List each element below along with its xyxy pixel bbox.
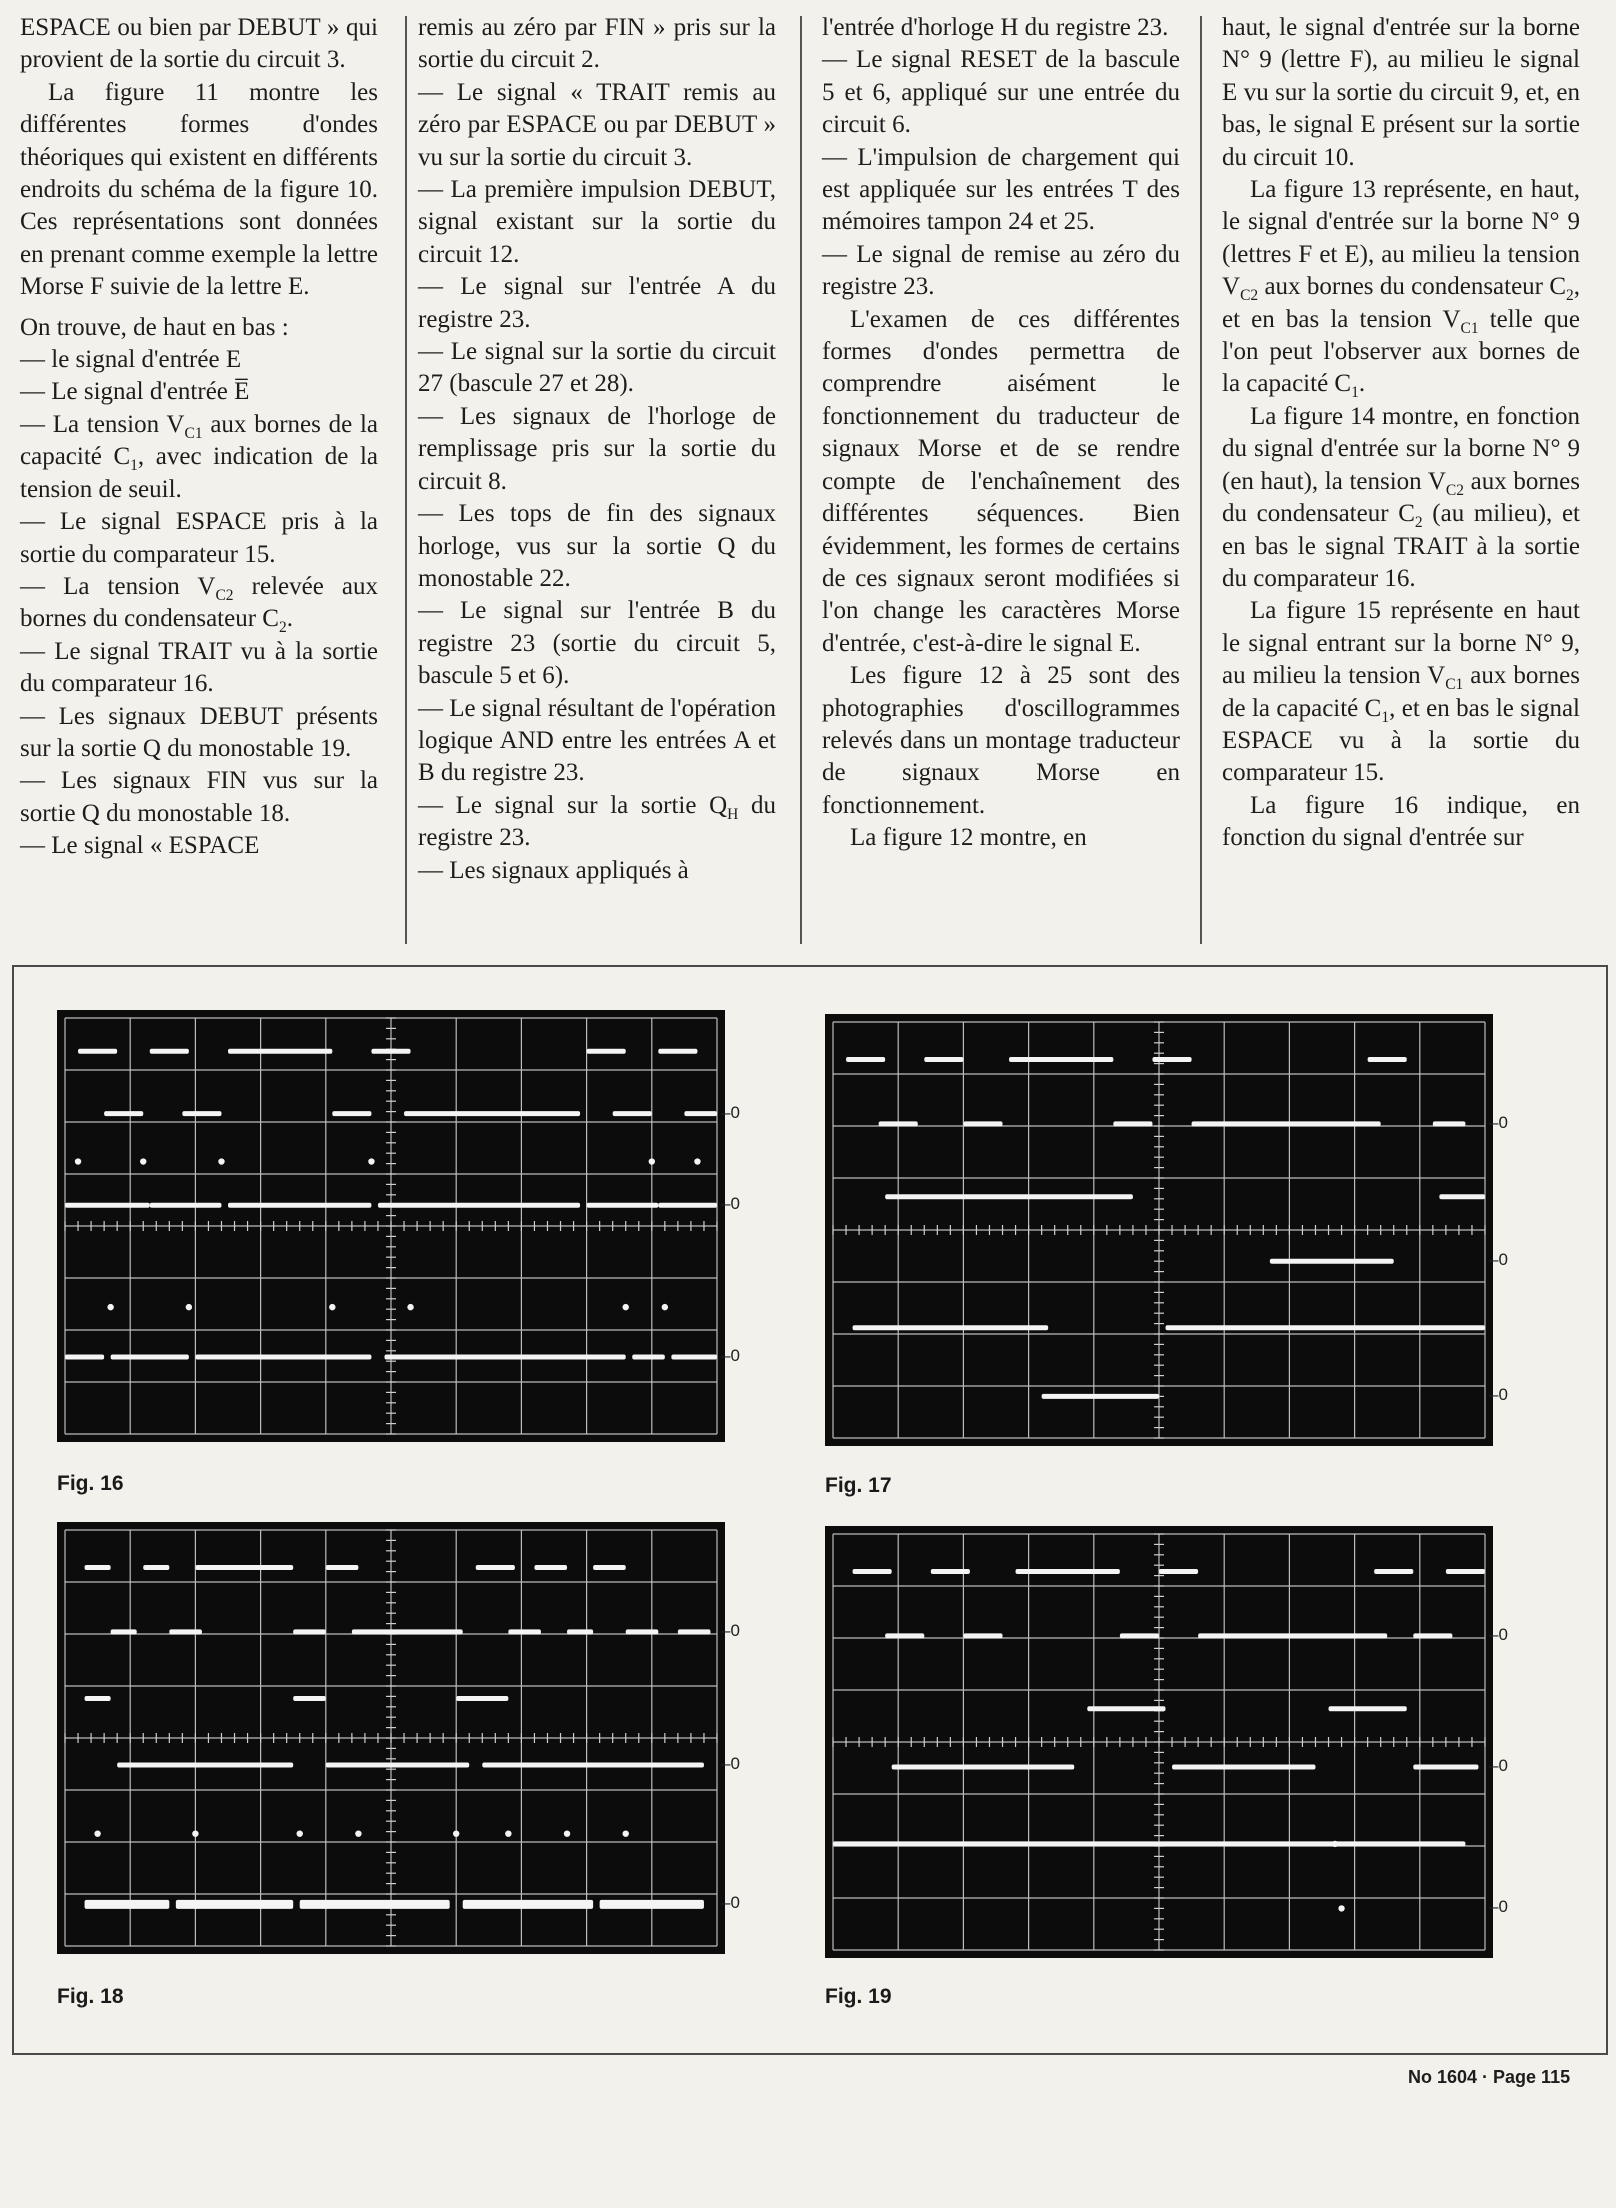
trace-segment — [853, 1325, 1049, 1330]
trace-segment — [1159, 1569, 1198, 1574]
trace-segment — [111, 1355, 189, 1360]
trace-dot — [1338, 1905, 1344, 1911]
zero-level-label: –0 — [1489, 1624, 1508, 1644]
trace-segment — [567, 1629, 593, 1634]
trace-segment — [1166, 1325, 1485, 1330]
trace-segment — [931, 1569, 970, 1574]
zero-level-label: –0 — [1489, 1755, 1508, 1775]
column-divider — [800, 16, 802, 944]
paragraph: — La tension $V_{C1}$ aux bornes de la capacité $C_1$, avec indication de la tension de seuil. — [20, 410, 379, 503]
trace-dot — [694, 1158, 700, 1164]
trace-segment — [1009, 1057, 1113, 1062]
zero-level-label: –0 — [1489, 1897, 1508, 1917]
trace-dot — [453, 1830, 459, 1836]
paragraph: La figure 14 montre, en fonction du signal d'entrée sur la borne N° 9 (en haut), la tension $V_{C2}$ aux bornes du condensateur $C_2$ (au milieu), et en bas le signal TRAIT à la sortie du comparateur 16. — [1222, 402, 1581, 592]
trace-segment — [879, 1121, 918, 1126]
trace-segment — [143, 1565, 169, 1570]
trace-segment — [658, 1049, 697, 1054]
oscillogram-fig-16 — [57, 1010, 725, 1442]
text-column-1 — [20, 12, 378, 863]
paragraph: La figure 16 indique, en fonction du signal d'entrée sur — [1222, 791, 1580, 852]
trace-segment — [1120, 1633, 1159, 1638]
trace-segment — [85, 1696, 111, 1701]
trace-segment — [176, 1900, 293, 1909]
paragraph: l'entrée d'horloge H du registre 23. — [822, 14, 1169, 41]
fig-16-caption: Fig. 16 — [57, 1472, 124, 1495]
trace-segment — [85, 1900, 170, 1909]
trace-segment — [626, 1629, 659, 1634]
trace-segment — [678, 1629, 711, 1634]
paragraph: — Les signaux appliqués à — [418, 856, 689, 884]
trace-dot — [218, 1158, 224, 1164]
paragraph: — Les signaux DEBUT présents sur la sortie Q du monostable 19. — [20, 702, 378, 762]
trace-segment — [587, 1203, 659, 1208]
paragraph: La figure 11 montre les différentes formes d'ondes théoriques qui existent en différents endroits du schéma de la figure 10. Ces représentations sont données en prenant comme exemple la lettre Morse F suivie de la lettre E. — [20, 78, 378, 301]
trace-segment — [293, 1629, 326, 1634]
oscilloscope-screen — [57, 1522, 725, 1954]
trace-segment — [293, 1696, 326, 1701]
trace-dot — [75, 1158, 81, 1164]
trace-segment — [1329, 1706, 1407, 1711]
trace-dot — [407, 1304, 413, 1310]
text-column-2 — [418, 12, 776, 887]
trace-segment — [587, 1049, 626, 1054]
trace-segment — [150, 1203, 222, 1208]
trace-segment — [600, 1900, 704, 1909]
text-column-4 — [1222, 12, 1580, 855]
trace-segment — [228, 1203, 371, 1208]
trace-segment — [378, 1203, 580, 1208]
trace-segment — [456, 1696, 508, 1701]
trace-dot — [1332, 1841, 1338, 1847]
fig-19-caption: Fig. 19 — [825, 1985, 892, 2008]
trace-segment — [1016, 1569, 1120, 1574]
trace-dot — [564, 1830, 570, 1836]
trace-dot — [662, 1304, 668, 1310]
trace-dot — [140, 1158, 146, 1164]
paragraph: — Le signal résultant de l'opération logique AND entre les entrées A et B du registre 23. — [418, 694, 776, 787]
trace-segment — [853, 1569, 892, 1574]
trace-dot — [355, 1830, 361, 1836]
trace-segment — [150, 1049, 189, 1054]
trace-segment — [534, 1565, 567, 1570]
trace-segment — [632, 1355, 665, 1360]
zero-level-label: –0 — [721, 1754, 740, 1774]
trace-segment — [182, 1111, 221, 1116]
oscilloscope-screen — [825, 1526, 1493, 1958]
paragraph: La figure 13 représente, en haut, le signal d'entrée sur la borne N° 9 (lettres F et E), au milieu la tension $V_{C2}$ aux bornes du condensateur $C_2$, et en bas la tension $V_{C1}$ telle que l'on peut l'observer aux bornes de la capacité $C_1$. — [1222, 176, 1580, 402]
zero-level-label: –0 — [1489, 1112, 1508, 1132]
trace-segment — [326, 1763, 469, 1768]
trace-segment — [1270, 1259, 1394, 1264]
trace-segment — [833, 1841, 1465, 1846]
paragraph: — Le signal d'entrée E̅ — [20, 378, 250, 406]
zero-level-label: –0 — [1489, 1250, 1508, 1270]
page-footer: No 1604 · Page 115 — [1408, 2067, 1571, 2087]
zero-level-label: –0 — [1489, 1385, 1508, 1405]
zero-level-label: –0 — [721, 1620, 740, 1640]
trace-segment — [963, 1633, 1002, 1638]
trace-segment — [1042, 1394, 1159, 1399]
trace-segment — [476, 1565, 515, 1570]
trace-segment — [1192, 1121, 1381, 1126]
trace-segment — [671, 1355, 717, 1360]
trace-dot — [107, 1304, 113, 1310]
text-column-3 — [822, 12, 1180, 855]
trace-dot — [505, 1830, 511, 1836]
oscillogram-fig-18 — [57, 1522, 725, 1954]
trace-segment — [326, 1565, 359, 1570]
trace-segment — [613, 1111, 652, 1116]
paragraph: ESPACE ou bien par DEBUT » qui provient de la sortie du circuit 3. — [20, 14, 378, 74]
trace-segment — [924, 1057, 963, 1062]
paragraph: — Les signaux de l'horloge de remplissage pris sur la sortie du circuit 8. — [418, 402, 776, 495]
trace-segment — [332, 1111, 371, 1116]
oscillogram-fig-17 — [825, 1014, 1493, 1446]
fig-17-caption: Fig. 17 — [825, 1474, 892, 1497]
trace-dot — [649, 1158, 655, 1164]
paragraph: — Le signal RESET de la bascule 5 et 6, appliqué sur une entrée du circuit 6. — [822, 46, 1180, 139]
trace-segment — [1374, 1569, 1413, 1574]
paragraph: — La tension $V_{C2}$ relevée aux bornes du condensateur $C_2$. — [20, 572, 378, 637]
paragraph: — Le signal TRAIT vu à la sortie du comparateur 16. — [20, 637, 378, 698]
trace-dot — [192, 1830, 198, 1836]
paragraph: — Le signal sur la sortie $Q_H$ du registre 23. — [418, 791, 777, 852]
trace-dot — [623, 1304, 629, 1310]
trace-segment — [684, 1111, 717, 1116]
trace-dot — [329, 1304, 335, 1310]
column-divider — [405, 16, 407, 944]
trace-segment — [482, 1763, 704, 1768]
oscilloscope-screen — [57, 1010, 725, 1442]
trace-segment — [352, 1629, 463, 1634]
paragraph: — Le signal « ESPACE — [20, 832, 260, 860]
trace-segment — [300, 1900, 450, 1909]
paragraph: La figure 12 montre, en — [850, 824, 1087, 852]
trace-dot — [368, 1158, 374, 1164]
trace-segment — [85, 1565, 111, 1570]
zero-level-label: –0 — [721, 1893, 740, 1913]
trace-segment — [195, 1565, 293, 1570]
trace-segment — [1198, 1633, 1387, 1638]
paragraph: — Les tops de fin des signaux horloge, vus sur la sortie Q du monostable 22. — [418, 500, 776, 592]
trace-segment — [1433, 1121, 1466, 1126]
paragraph: — Le signal sur la sortie du circuit 27 (bascule 27 et 28). — [418, 338, 776, 398]
trace-segment — [1413, 1764, 1478, 1769]
paragraph: — Le signal de remise au zéro du registre 23. — [822, 240, 1180, 301]
paragraph: Les figure 12 à 25 sont des photographies d'oscillogrammes relevés dans un montage traducteur de signaux Morse en fonctionnement. — [822, 662, 1180, 819]
paragraph: — le signal d'entrée E — [20, 346, 242, 374]
trace-segment — [117, 1763, 293, 1768]
trace-segment — [1172, 1764, 1315, 1769]
trace-segment — [593, 1565, 626, 1570]
trace-segment — [1368, 1057, 1407, 1062]
paragraph: — Le signal « TRAIT remis au zéro par ESPACE ou par DEBUT » vu sur la sortie du circuit 3. — [418, 78, 776, 171]
trace-segment — [169, 1629, 202, 1634]
paragraph: — Le signal ESPACE pris à la sortie du comparateur 15. — [20, 508, 378, 568]
trace-segment — [963, 1121, 1002, 1126]
trace-segment — [846, 1057, 885, 1062]
trace-segment — [1413, 1633, 1452, 1638]
column-divider — [1200, 16, 1202, 944]
paragraph: haut, le signal d'entrée sur la borne N° 9 (lettre F), au milieu le signal E vu sur la sortie du circuit 9, et, en bas, le signal E présent sur la sortie du circuit 10. — [1222, 14, 1580, 171]
trace-segment — [228, 1049, 332, 1054]
paragraph: La figure 15 représente en haut le signal entrant sur la borne N° 9, au milieu la tension $V_{C1}$ aux bornes de la capacité $C_1$, et en bas le signal ESPACE vu à la sortie du comparateur 15. — [1222, 597, 1580, 787]
fig-18-caption: Fig. 18 — [57, 1985, 124, 2008]
trace-segment — [371, 1049, 410, 1054]
trace-segment — [65, 1203, 150, 1208]
trace-segment — [508, 1629, 541, 1634]
trace-segment — [885, 1633, 924, 1638]
trace-dot — [297, 1830, 303, 1836]
trace-segment — [1113, 1121, 1152, 1126]
paragraph: L'examen de ces différentes formes d'ondes permettra de comprendre aisément le fonctionnement du traducteur de signaux Morse et de se rendre compte de l'enchaînement des différentes séquences. Bien évidemment, les formes de certains de ces signaux seront modifiées si l'on change les caractères Morse d'entrée, c'est-à-dire le signal E. — [822, 305, 1180, 657]
paragraph: On trouve, de haut en bas : — [20, 313, 289, 341]
trace-segment — [1087, 1706, 1165, 1711]
oscilloscope-screen — [825, 1014, 1493, 1446]
trace-dot — [94, 1830, 100, 1836]
trace-segment — [111, 1629, 137, 1634]
trace-segment — [463, 1900, 593, 1909]
trace-segment — [384, 1355, 625, 1360]
paragraph: remis au zéro par FIN » pris sur la sortie du circuit 2. — [418, 14, 776, 74]
zero-level-label: –0 — [721, 1194, 740, 1214]
trace-segment — [885, 1194, 1133, 1199]
trace-segment — [1152, 1057, 1191, 1062]
trace-segment — [1446, 1569, 1485, 1574]
zero-level-label: –0 — [721, 1346, 740, 1366]
paragraph: — Le signal sur l'entrée B du registre 23 (sortie du circuit 5, bascule 5 et 6). — [418, 597, 776, 690]
trace-segment — [195, 1355, 371, 1360]
trace-segment — [1439, 1194, 1485, 1199]
trace-segment — [104, 1111, 143, 1116]
oscillogram-fig-19 — [825, 1526, 1493, 1958]
trace-dot — [623, 1830, 629, 1836]
paragraph: — Les signaux FIN vus sur la sortie Q du monostable 18. — [20, 767, 378, 827]
zero-level-label: –0 — [721, 1102, 740, 1122]
trace-segment — [404, 1111, 580, 1116]
paragraph: — Le signal sur l'entrée A du registre 23. — [418, 273, 776, 333]
trace-segment — [892, 1764, 1075, 1769]
paragraph: — La première impulsion DEBUT, signal existant sur la sortie du circuit 12. — [418, 176, 776, 268]
trace-dot — [186, 1304, 192, 1310]
trace-segment — [658, 1203, 717, 1208]
trace-segment — [65, 1355, 104, 1360]
paragraph: — L'impulsion de chargement qui est appliquée sur les entrées T des mémoires tampon 24 et 25. — [822, 143, 1180, 236]
trace-segment — [78, 1049, 117, 1054]
